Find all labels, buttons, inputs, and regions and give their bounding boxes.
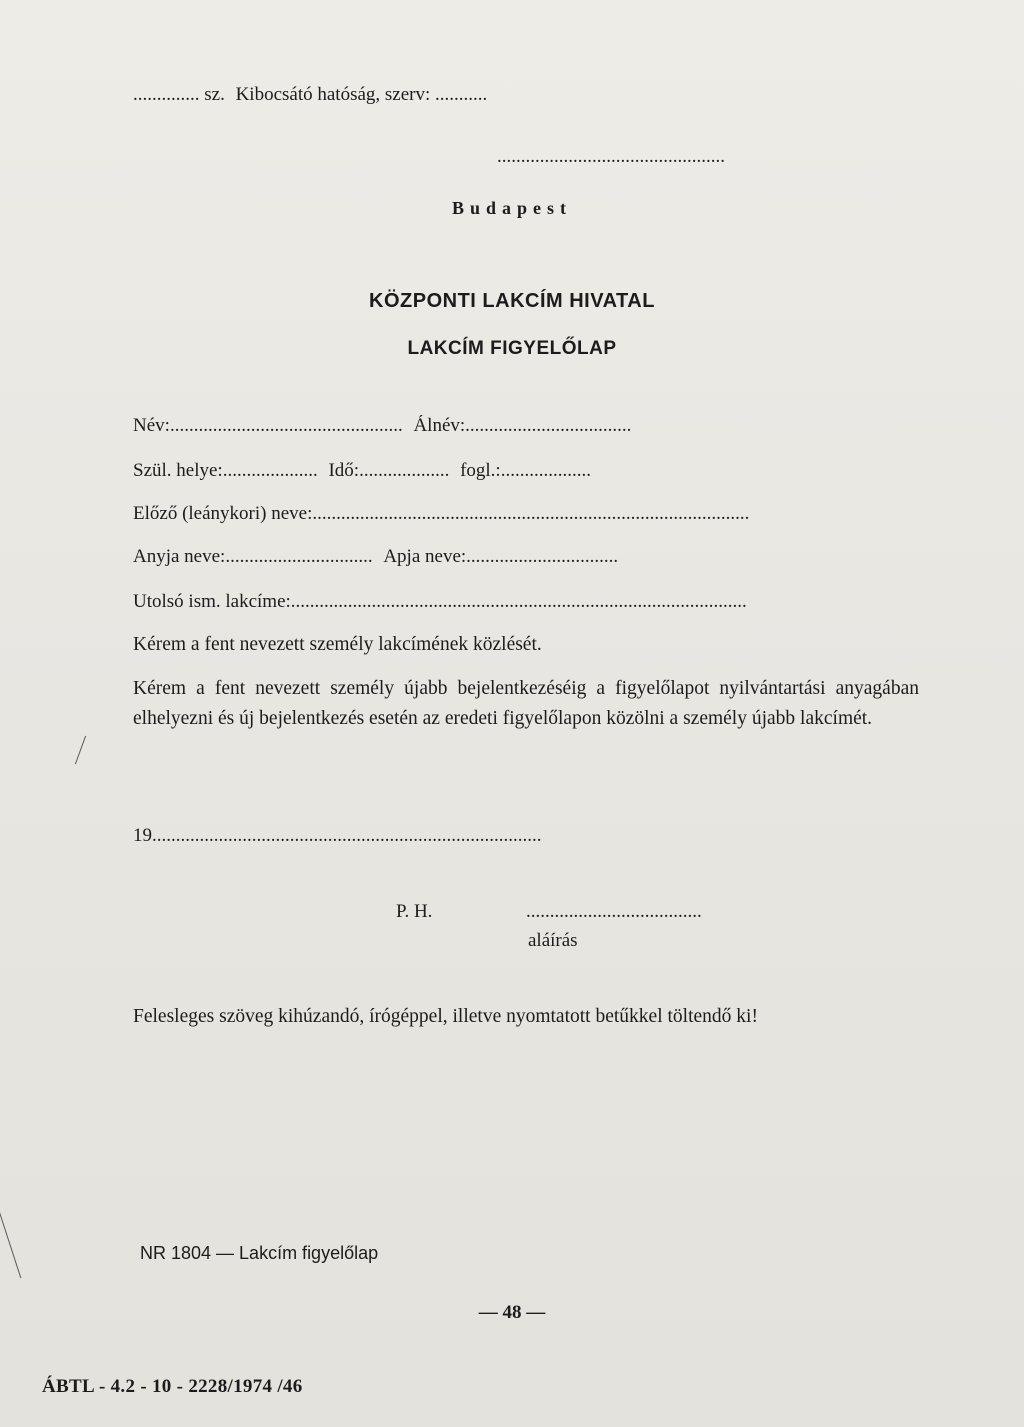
lastaddr-label: Utolsó ism. lakcíme: — [133, 591, 291, 612]
archive-reference: ÁBTL - 4.2 - 10 - 2228/1974 /46 — [42, 1376, 303, 1397]
issuer-label: Kibocsátó hatóság, szerv: — [235, 84, 431, 105]
date-line — [133, 825, 542, 847]
mother-label: Anyja neve: — [133, 546, 226, 567]
maiden-label: Előző (leánykori) neve: — [133, 503, 313, 524]
page-number: — 48 — — [478, 1302, 546, 1323]
maiden-dots: ............................................................................................ — [312, 503, 750, 524]
form-title: LAKCÍM FIGYELŐLAP — [407, 338, 617, 359]
alias-label: Álnév: — [413, 415, 466, 436]
occupation-dots: ................... — [500, 460, 591, 481]
request-address: Kérem a fent nevezett személy lakcímének közlését. — [133, 634, 542, 655]
time-label: Idő: — [328, 460, 360, 481]
header-line — [133, 84, 487, 106]
alias-dots: ................................... — [465, 415, 632, 436]
city-name: Budapest — [451, 198, 573, 218]
year-prefix: 19 — [133, 825, 152, 846]
maiden-row — [133, 503, 918, 525]
father-dots: ................................ — [466, 546, 619, 567]
mother-dots: ............................... — [225, 546, 373, 567]
birthplace-dots: .................... — [222, 460, 318, 481]
fill-instruction: Felesleges szöveg kihúzandó, írógéppel, illetve nyomtatott betűkkel töltendő ki! — [133, 1006, 758, 1027]
sz-label: sz. — [204, 84, 225, 105]
issuer-dots-line2: ................................................ — [497, 146, 725, 167]
signature-label: aláírás — [528, 930, 578, 951]
name-row — [133, 415, 918, 437]
scan-mark — [75, 736, 86, 765]
scan-mark — [0, 1202, 21, 1278]
signature-dots: ..................................... — [526, 901, 702, 922]
occupation-label: fogl.: — [460, 460, 501, 481]
form-code: NR 1804 — Lakcím figyelőlap — [140, 1243, 379, 1263]
name-label: Név: — [133, 415, 170, 436]
seal-mark: P. H. — [396, 901, 433, 922]
number-dots: .............. — [133, 84, 200, 105]
name-dots: ................................................. — [169, 415, 403, 436]
parents-row — [133, 546, 918, 568]
issuer-dots: ........... — [435, 84, 488, 105]
birth-row — [133, 460, 918, 482]
lastaddr-row — [133, 591, 918, 613]
lastaddr-dots: ................................................................................................ — [290, 591, 747, 612]
time-dots: ................... — [359, 460, 450, 481]
office-title: KÖZPONTI LAKCÍM HIVATAL — [369, 290, 655, 312]
father-label: Apja neve: — [383, 546, 467, 567]
birthplace-label: Szül. helye: — [133, 460, 223, 481]
request-paragraph: Kérem a fent nevezett személy újabb bejelentkezéséig a figyelőlapot nyilvántartási anyagában elhelyezni és új bejelentkezés esetén az eredeti figyelőlapon közölni a személy újabb lakcímét. — [133, 678, 919, 729]
year-dots: .................................................................................. — [152, 825, 542, 846]
